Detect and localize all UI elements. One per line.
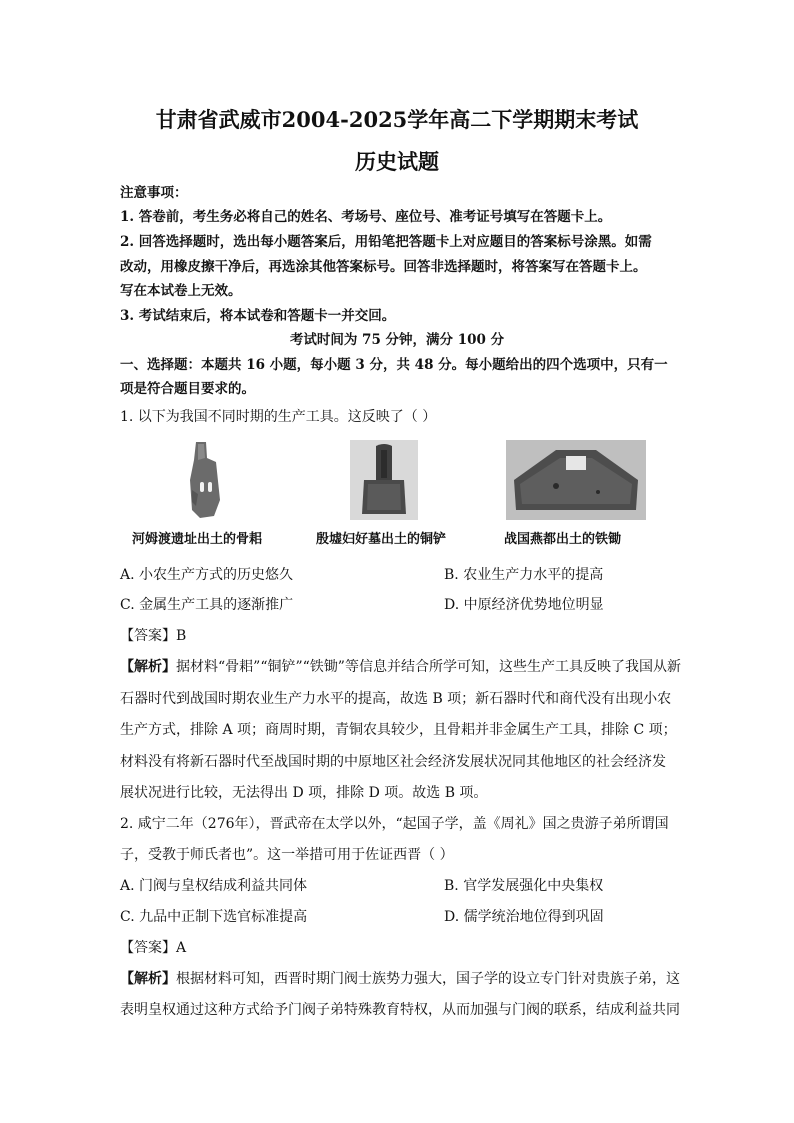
option-c: C. 金属生产工具的逐渐推广 (120, 597, 294, 613)
option-b: B. 官学发展强化中央集权 (444, 878, 604, 894)
analysis-label: 【解析】 (120, 659, 176, 675)
notice-item: 3. 考试结束后，将本试卷和答题卡一并交回。 (120, 308, 396, 324)
option-d: D. 中原经济优势地位明显 (444, 597, 604, 613)
bone-spade-image (176, 440, 236, 520)
question-2-stem: 子，受教于师氏者也”。这一举措可用于佐证西晋（ ） (120, 847, 454, 863)
option-c: C. 九品中正制下选官标准提高 (120, 909, 308, 925)
option-a: A. 门阀与皇权结成利益共同体 (120, 878, 308, 894)
iron-hoe-image (506, 440, 646, 520)
option-b: B. 农业生产力水平的提高 (444, 567, 604, 583)
figure-caption: 河姆渡遗址出土的骨耜 (132, 532, 263, 547)
analysis-line: 展状况进行比较，无法得出 D 项，排除 D 项。故选 B 项。 (120, 785, 488, 801)
analysis-line: 生产方式，排除 A 项；商周时期，青铜农具较少，且骨耜并非金属生产工具，排除 C 项； (120, 722, 677, 738)
question-2-stem: 2. 咸宁二年（276年），晋武帝在太学以外，“起国子学，盖《周礼》国之贵游子弟所谓国 (120, 816, 669, 832)
exam-subtitle: 历史试题 (355, 149, 439, 174)
option-a: A. 小农生产方式的历史悠久 (120, 567, 294, 583)
figure-caption: 战国燕都出土的铁锄 (504, 532, 622, 547)
analysis-label: 【解析】 (120, 971, 176, 987)
section-heading-cont: 项是符合题目要求的。 (120, 381, 255, 397)
analysis-text: 根据材料可知，西晋时期门阀士族势力强大，国子学的设立专门针对贵族子弟，这 (176, 971, 680, 987)
analysis-line: 表明皇权通过这种方式给予门阀子弟特殊教育特权，从而加强与门阀的联系，结成利益共同 (120, 1002, 680, 1018)
notice-heading: 注意事项： (120, 185, 188, 201)
analysis-line: 材料没有将新石器时代至战国时期的中原地区社会经济发展状况同其他地区的社会经济发 (120, 754, 666, 770)
answer: 【答案】A (120, 940, 187, 956)
section-heading: 一、选择题：本题共 16 小题，每小题 3 分，共 48 分。每小题给出的四个选项中，只有一 (120, 357, 668, 373)
answer: 【答案】B (120, 628, 187, 644)
option-d: D. 儒学统治地位得到巩固 (444, 909, 604, 925)
exam-time: 考试时间为 75 分钟，满分 100 分 (289, 332, 505, 348)
notice-item: 写在本试卷上无效。 (120, 283, 242, 299)
question-1-stem: 1. 以下为我国不同时期的生产工具。这反映了（ ） (120, 409, 437, 425)
analysis-line (120, 652, 681, 682)
figure-caption: 殷墟妇好墓出土的铜铲 (316, 532, 447, 547)
notice-item: 1. 答卷前，考生务必将自己的姓名、考场号、座位号、准考证号填写在答题卡上。 (120, 209, 612, 225)
notice-item: 改动，用橡皮擦干净后，再选涂其他答案标号。回答非选择题时，将答案写在答题卡上。 (120, 259, 647, 275)
bronze-shovel-image (350, 440, 418, 520)
analysis-line: 石器时代到战国时期农业生产力水平的提高，故选 B 项；新石器时代和商代没有出现小农 (120, 691, 672, 707)
notice-item: 2. 回答选择题时，选出每小题答案后，用铅笔把答题卡上对应题目的答案标号涂黑。如需 (120, 234, 652, 250)
analysis-text: 据材料“骨耜”“铜铲”“铁锄”等信息并结合所学可知，这些生产工具反映了我国从新 (176, 659, 681, 675)
exam-title: 甘肃省武威市2004-2025学年高二下学期期末考试 (155, 107, 639, 132)
analysis-line (120, 964, 680, 994)
